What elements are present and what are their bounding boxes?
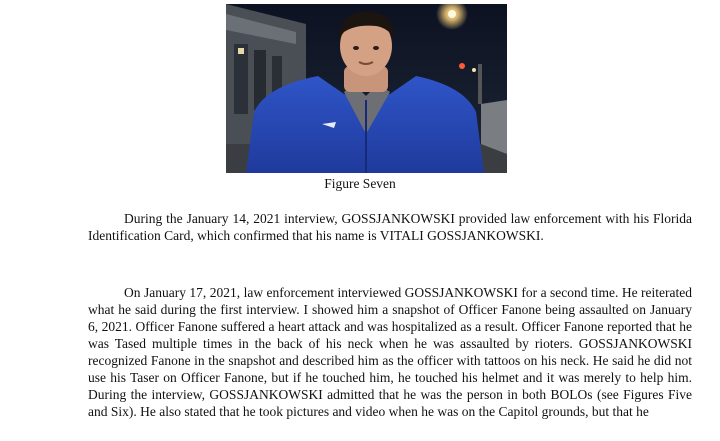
figure-caption: Figure Seven — [324, 176, 396, 191]
paragraph-id-card: During the January 14, 2021 interview, GOSSJANKOWSKI provided law enforcement with his Florida Identification Card, which confirmed that his name is VITALI GOSSJANKOWSKI. — [88, 211, 692, 243]
night-street-portrait-image — [226, 4, 507, 173]
paragraph-second-interview: On January 17, 2021, law enforcement interviewed GOSSJANKOWSKI for a second time. He reiterated what he said during the first interview. I showed him a snapshot of Officer Fanone being assaulted on January 6, 2021. Officer Fanone suffered a heart attack and was hospitalized as a result. Officer Fanone reported that he was Tased multiple times in the back of his neck when he was assaulted by rioters. GOSSJANKOWSKI recognized Fanone in the snapshot and described him as the officer with tattoos on his neck. He said he did not use his Taser on Officer Fanone, but if he touched him, he touched his helmet and it was merely to help him. During the interview, GOSSJANKOWSKI admitted that he was the person in both BOLOs (see Figures Five and Six). He also stated that he took pictures and video when he was on the Capitol grounds, but that he — [88, 285, 692, 419]
figure-seven-photo — [226, 4, 507, 173]
